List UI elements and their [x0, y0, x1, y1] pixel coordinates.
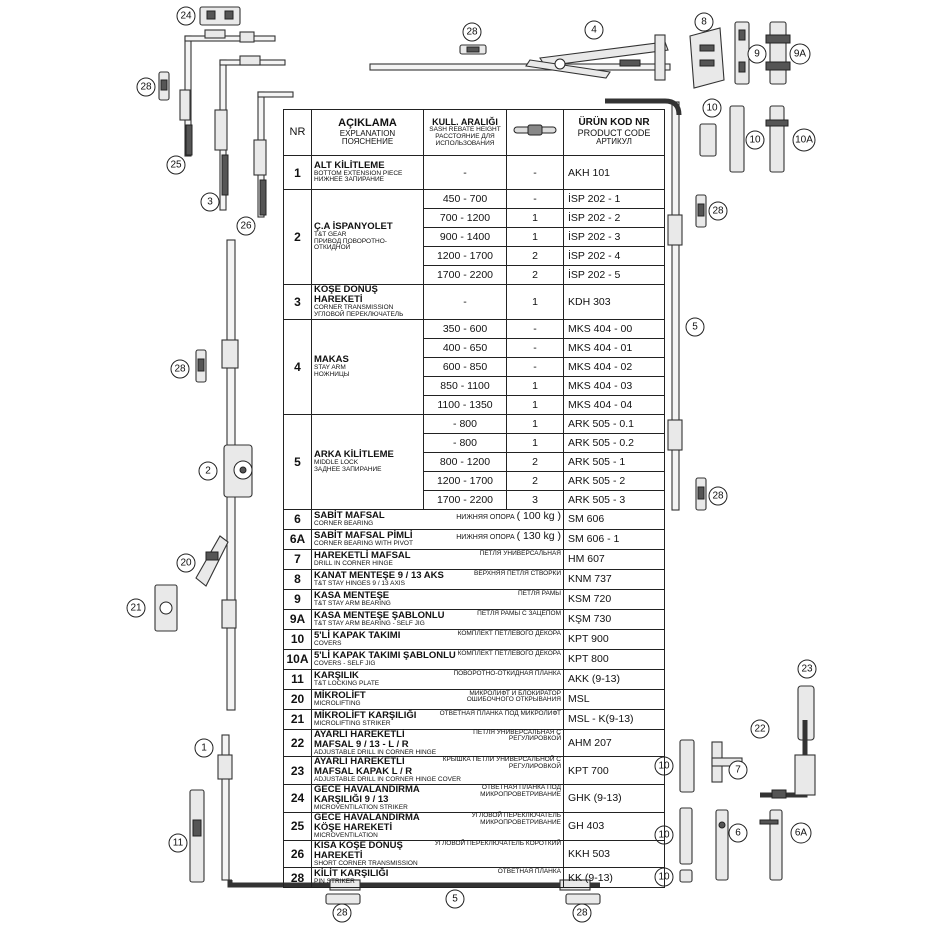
row-range: - 800 [424, 433, 507, 452]
row-description: KÖŞE DÖNÜŞ HAREKETİ CORNER TRANSMISSION УГЛОВОЙ ПЕРЕКЛЮЧАТЕЛЬ [312, 285, 424, 320]
callout-28-top-left [137, 78, 155, 96]
part-20-microlift [196, 536, 228, 586]
row-nr: 10A [284, 649, 312, 669]
row-product-code: KKH 503 [564, 840, 665, 868]
table-row [284, 569, 665, 589]
row-description: ВЕРХНЯЯ ПЕТЛЯ СТВОРКИ KANAT MENTEŞE 9 / 13 AKS T&T STAY HINGES 9 / 13 AXIS [312, 569, 564, 589]
svg-text:25: 25 [170, 159, 182, 171]
header-explanation: AÇIKLAMA EXPLANATION ПОЯСНЕНИЕ [312, 110, 424, 156]
callout-24 [177, 7, 195, 25]
header-nr: NR [284, 110, 312, 156]
row-product-code: KNM 737 [564, 569, 665, 589]
row-nr: 24 [284, 785, 312, 813]
row-nr: 11 [284, 669, 312, 689]
row-range: 1100 - 1350 [424, 395, 507, 414]
row-product-code: İSP 202 - 3 [564, 228, 665, 247]
table-row [284, 319, 665, 338]
row-product-code: MKS 404 - 01 [564, 338, 665, 357]
row-quantity: 1 [507, 228, 564, 247]
svg-text:20: 20 [180, 557, 192, 569]
row-product-code: KK (9-13) [564, 868, 665, 888]
handle-bar-icon [512, 123, 558, 137]
callout-20 [177, 554, 195, 572]
row-product-code: SM 606 [564, 509, 665, 529]
row-range: 850 - 1100 [424, 376, 507, 395]
row-quantity: - [507, 338, 564, 357]
row-product-code: KPT 900 [564, 629, 665, 649]
row-product-code: AKH 101 [564, 156, 665, 190]
row-nr: 9A [284, 609, 312, 629]
row-product-code: İSP 202 - 5 [564, 266, 665, 285]
row-product-code: MSL - K(9-13) [564, 709, 665, 729]
table-row [284, 156, 665, 190]
row-product-code: ARK 505 - 0.2 [564, 433, 665, 452]
part-10-cover-mid [680, 740, 694, 792]
row-product-code: KPT 700 [564, 757, 665, 785]
svg-text:10A: 10A [795, 134, 813, 146]
callout-4 [585, 21, 603, 39]
svg-text:11: 11 [172, 837, 184, 849]
part-10-cover-small [680, 870, 692, 882]
row-nr: 23 [284, 757, 312, 785]
row-russian: УГЛОВОЙ ПЕРЕКЛЮЧАТЕЛЬ МИКРОПРОВЕТРИВАНИЕ [471, 811, 561, 826]
table-header [284, 110, 665, 156]
table-row [284, 669, 665, 689]
svg-text:23: 23 [801, 663, 813, 675]
svg-text:1: 1 [201, 742, 207, 754]
callout-28-bottom-1 [333, 904, 351, 922]
callout-10a [793, 129, 815, 151]
part-3-corner-transmission [215, 56, 285, 210]
table-row [284, 840, 665, 868]
row-description: ПОВОРОТНО-ОТКИДНАЯ ПЛАНКА KARŞILIK T&T LOCKING PLATE [312, 669, 564, 689]
callout-26 [237, 217, 255, 235]
part-28-right-striker-1 [696, 195, 706, 227]
row-quantity: - [507, 319, 564, 338]
row-load: НИЖНЯЯ ОПОРА ( 130 kg ) [456, 529, 561, 542]
part-10-cover-bottom [680, 808, 692, 864]
row-product-code: MKS 404 - 02 [564, 357, 665, 376]
part-28-left-striker [196, 350, 206, 382]
part-28-bottom-striker-2 [566, 894, 600, 904]
row-russian: КОМПЛЕКТ ПЕТЛЕВОГО ДЕКОРА [457, 629, 561, 637]
row-russian: ПЕТЛЯ УНИВЕРСАЛЬНАЯ [479, 549, 561, 557]
row-quantity: 1 [507, 209, 564, 228]
row-range: - 800 [424, 414, 507, 433]
row-product-code: MKS 404 - 03 [564, 376, 665, 395]
row-product-code: KSM 720 [564, 589, 665, 609]
row-russian: ОТВЕТНАЯ ПЛАНКА ПОД МИКРОПРОВЕТРИВАНИЕ [480, 784, 561, 798]
row-product-code: ARK 505 - 3 [564, 490, 665, 509]
row-quantity: 1 [507, 395, 564, 414]
row-product-code: İSP 202 - 4 [564, 247, 665, 266]
header-part-icon [507, 110, 564, 156]
row-quantity: - [507, 190, 564, 209]
svg-text:28: 28 [466, 26, 478, 38]
row-nr: 9 [284, 589, 312, 609]
svg-text:26: 26 [240, 220, 252, 232]
row-product-code: HM 607 [564, 549, 665, 569]
callout-11 [169, 834, 187, 852]
row-quantity: 2 [507, 247, 564, 266]
table-row [284, 589, 665, 609]
callout-9a [790, 44, 810, 64]
row-quantity: - [507, 357, 564, 376]
header-code: ÜRÜN KOD NR PRODUCT CODE АРТИКУЛ [564, 110, 665, 156]
header-range: KULL. ARALIĞI SASH REBATE HEIGHT РАССТОЯНИЕ ДЛЯ ИСПОЛЬЗОВАНИЯ [424, 110, 507, 156]
row-description: ОТВЕТНАЯ ПЛАНКА KİLİT KARŞILIĞI PIN STRIKER [312, 868, 564, 888]
row-russian: ПЕТЛЯ РАМЫ [517, 589, 561, 597]
svg-text:2: 2 [205, 465, 211, 477]
row-quantity: 2 [507, 471, 564, 490]
part-10-cover-top-2 [730, 106, 744, 172]
row-russian: ВЕРХНЯЯ ПЕТЛЯ СТВОРКИ [474, 569, 561, 577]
row-product-code: GH 403 [564, 812, 665, 840]
row-range: 900 - 1400 [424, 228, 507, 247]
row-description: MAKAS STAY ARM НОЖНИЦЫ [312, 319, 424, 414]
svg-text:10: 10 [658, 760, 670, 772]
svg-text:28: 28 [140, 81, 152, 93]
row-russian: ПОВОРОТНО-ОТКИДНАЯ ПЛАНКА [453, 669, 561, 677]
part-1-bottom-extension [218, 735, 232, 880]
part-28-right-striker-2 [696, 478, 706, 510]
callout-10-top [703, 99, 721, 117]
row-range: 700 - 1200 [424, 209, 507, 228]
part-4-stay-arm [370, 35, 670, 80]
part-9-frame-hinge [735, 22, 749, 84]
svg-text:28: 28 [576, 907, 588, 919]
row-russian: МИКРОЛИФТ И БЛОКИРАТОР ОШИБОЧНОГО ОТКРЫВАНИЯ [466, 689, 561, 704]
row-range: 1700 - 2200 [424, 490, 507, 509]
row-quantity: 1 [507, 376, 564, 395]
row-description: ALT KİLİTLEME BOTTOM EXTENSION PIECE НИЖНЕЕ ЗАПИРАНИЕ [312, 156, 424, 190]
svg-text:5: 5 [452, 893, 458, 905]
svg-text:8: 8 [701, 16, 707, 28]
callout-28-bottom-2 [573, 904, 591, 922]
row-nr: 3 [284, 285, 312, 320]
row-nr: 6 [284, 509, 312, 529]
row-product-code: İSP 202 - 1 [564, 190, 665, 209]
part-6-corner-bearing [716, 810, 728, 880]
row-range: 600 - 850 [424, 357, 507, 376]
svg-text:28: 28 [336, 907, 348, 919]
row-russian: КОМПЛЕКТ ПЕТЛЕВОГО ДЕКОРА [457, 649, 561, 657]
row-product-code: ARK 505 - 1 [564, 452, 665, 471]
svg-text:9A: 9A [793, 48, 807, 60]
row-product-code: GHK (9-13) [564, 785, 665, 813]
row-range: 800 - 1200 [424, 452, 507, 471]
svg-text:28: 28 [712, 490, 724, 502]
table-row [284, 757, 665, 785]
row-description: КОМПЛЕКТ ПЕТЛЕВОГО ДЕКОРА 5'Lİ KAPAK TAKIMI COVERS [312, 629, 564, 649]
row-quantity: 1 [507, 414, 564, 433]
row-product-code: ARK 505 - 2 [564, 471, 665, 490]
svg-text:28: 28 [174, 363, 186, 375]
table-row [284, 785, 665, 813]
svg-text:6: 6 [735, 827, 741, 839]
row-product-code: KPT 800 [564, 649, 665, 669]
row-product-code: MKS 404 - 00 [564, 319, 665, 338]
row-nr: 5 [284, 414, 312, 509]
svg-text:21: 21 [130, 602, 142, 614]
row-nr: 1 [284, 156, 312, 190]
callout-5-right [686, 318, 704, 336]
callout-2 [199, 462, 217, 480]
callout-25 [167, 156, 185, 174]
part-8-stay-hinge [690, 28, 724, 88]
svg-text:3: 3 [207, 196, 213, 208]
row-nr: 4 [284, 319, 312, 414]
part-11-locking-plate [190, 790, 204, 882]
row-description: ПЕТЛЯ РАМЫ С ЗАЦЕПОМ KASA MENTEŞE ŞABLONLU T&T STAY ARM BEARING - SELF JIG [312, 609, 564, 629]
part-9a-frame-hinge-jig [766, 22, 790, 84]
svg-text:10: 10 [658, 829, 670, 841]
row-description: МИКРОЛИФТ И БЛОКИРАТОР ОШИБОЧНОГО ОТКРЫВАНИЯ MİKROLİFT MICROLIFTING [312, 689, 564, 709]
callout-10-top-2 [746, 131, 764, 149]
row-quantity: 2 [507, 266, 564, 285]
row-description: Ç.A İSPANYOLET T&T GEAR ПРИВОД ПОВОРОТНО-ОТКИДНОЙ [312, 190, 424, 285]
part-6a-corner-bearing-pivot [760, 810, 782, 880]
table-row [284, 509, 665, 529]
svg-text:10: 10 [658, 871, 670, 883]
row-description: КРЫШКА ПЕТЛИ УНИВЕРСАЛЬНОЙ С РЕГУЛИРОВКОЙ AYARLI HAREKETLİ MAFSAL KAPAK L / R ADJUSTABLE DRILL IN CORNER HINGE COVER [312, 757, 564, 785]
row-russian: ОТВЕТНАЯ ПЛАНКА ПОД МИКРОЛИФТ [439, 709, 561, 717]
row-range: 450 - 700 [424, 190, 507, 209]
row-description: КОМПЛЕКТ ПЕТЛЕВОГО ДЕКОРА 5'Lİ KAPAK TAKIMI ŞABLONLU COVERS - SELF JIG [312, 649, 564, 669]
svg-text:24: 24 [180, 10, 192, 22]
row-nr: 20 [284, 689, 312, 709]
callout-22 [751, 720, 769, 738]
svg-text:10: 10 [706, 102, 718, 114]
table-row [284, 729, 665, 757]
table-row [284, 609, 665, 629]
part-21-microlift-striker [155, 585, 177, 631]
row-nr: 8 [284, 569, 312, 589]
row-description: ARKA KİLİTLEME MIDDLE LOCK ЗАДНЕЕ ЗАПИРАНИЕ [312, 414, 424, 509]
callout-23 [798, 660, 816, 678]
row-russian: УГЛОВОЙ ПЕРЕКЛЮЧАТЕЛЬ КОРОТКИЙ [434, 839, 561, 847]
table-row [284, 868, 665, 888]
part-10a-cover-jig [766, 106, 788, 172]
row-description: ОТВЕТНАЯ ПЛАНКА ПОД МИКРОЛИФТ MİKROLİFT KARŞILIĞI MICROLIFTING STRIKER [312, 709, 564, 729]
part-28-pin-striker-top [460, 45, 486, 54]
callout-21 [127, 599, 145, 617]
row-product-code: KŞM 730 [564, 609, 665, 629]
row-load: НИЖНЯЯ ОПОРА ( 100 kg ) [456, 509, 561, 522]
part-28-bottom-striker-1 [326, 894, 360, 904]
row-nr: 26 [284, 840, 312, 868]
row-product-code: AKK (9-13) [564, 669, 665, 689]
row-nr: 25 [284, 812, 312, 840]
table-row [284, 549, 665, 569]
svg-text:9: 9 [754, 48, 760, 60]
row-description: УГЛОВОЙ ПЕРЕКЛЮЧАТЕЛЬ МИКРОПРОВЕТРИВАНИЕ GECE HAVALANDIRMA KÖŞE HAREKETİ MICROVENTILATION [312, 812, 564, 840]
row-nr: 7 [284, 549, 312, 569]
row-nr: 2 [284, 190, 312, 285]
row-range: 1200 - 1700 [424, 471, 507, 490]
row-product-code: MSL [564, 689, 665, 709]
row-range: - [424, 156, 507, 190]
part-10-cover-top [700, 124, 716, 156]
row-description: УГЛОВОЙ ПЕРЕКЛЮЧАТЕЛЬ КОРОТКИЙ KISA KÖŞE DÖNÜŞ HAREKETİ SHORT CORNER TRANSMISSION [312, 840, 564, 868]
row-russian: КРЫШКА ПЕТЛИ УНИВЕРСАЛЬНОЙ С РЕГУЛИРОВКОЙ [442, 756, 561, 771]
row-nr: 21 [284, 709, 312, 729]
svg-text:28: 28 [712, 205, 724, 217]
row-quantity: 1 [507, 433, 564, 452]
row-russian: ПЕТЛЯ УНИВЕРСАЛЬНАЯ С РЕГУЛИРОВКОЙ [473, 728, 561, 743]
row-product-code: AHM 207 [564, 729, 665, 757]
row-range: 400 - 650 [424, 338, 507, 357]
table-row [284, 285, 665, 320]
part-24-microventilation-striker [200, 7, 240, 25]
callout-8 [695, 13, 713, 31]
callout-3 [201, 193, 219, 211]
table-row [284, 414, 665, 433]
row-product-code: ARK 505 - 0.1 [564, 414, 665, 433]
callout-5-bottom [446, 890, 464, 908]
row-russian: ОТВЕТНАЯ ПЛАНКА [497, 868, 561, 876]
part-2-tt-gear [222, 240, 252, 710]
table-row [284, 689, 665, 709]
row-product-code: MKS 404 - 04 [564, 395, 665, 414]
callout-7 [729, 761, 747, 779]
callout-6 [729, 824, 747, 842]
callout-28-top [463, 23, 481, 41]
row-product-code: KDH 303 [564, 285, 665, 320]
table-row [284, 629, 665, 649]
table-row [284, 812, 665, 840]
callout-28-right-1 [709, 202, 727, 220]
row-range: 350 - 600 [424, 319, 507, 338]
row-nr: 10 [284, 629, 312, 649]
svg-text:6A: 6A [794, 827, 808, 839]
row-range: - [424, 285, 507, 320]
row-nr: 22 [284, 729, 312, 757]
table-row [284, 649, 665, 669]
row-nr: 28 [284, 868, 312, 888]
row-product-code: İSP 202 - 2 [564, 209, 665, 228]
row-quantity: - [507, 156, 564, 190]
row-quantity: 2 [507, 452, 564, 471]
row-description: ПЕТЛЯ УНИВЕРСАЛЬНАЯ HAREKETLİ MAFSAL DRILL IN CORNER HINGE [312, 549, 564, 569]
callout-1 [195, 739, 213, 757]
row-description: ОТВЕТНАЯ ПЛАНКА ПОД МИКРОПРОВЕТРИВАНИЕ GECE HAVALANDIRMA KARŞILIĞI 9 / 13 MICROVENTILATION STRIKER [312, 785, 564, 813]
part-28-pin-striker [159, 72, 169, 100]
callout-28-right-2 [709, 487, 727, 505]
table-row [284, 190, 665, 209]
row-description: НИЖНЯЯ ОПОРА ( 130 kg ) SABİT MAFSAL PİMLİ CORNER BEARING WITH PIVOT [312, 529, 564, 549]
row-russian: ПЕТЛЯ РАМЫ С ЗАЦЕПОМ [477, 609, 561, 617]
row-description: ПЕТЛЯ РАМЫ KASA MENTEŞE T&T STAY ARM BEARING [312, 589, 564, 609]
svg-text:10: 10 [749, 134, 761, 146]
table-row [284, 529, 665, 549]
row-product-code: SM 606 - 1 [564, 529, 665, 549]
svg-text:5: 5 [692, 321, 698, 333]
callout-9 [748, 45, 766, 63]
svg-text:7: 7 [735, 764, 741, 776]
svg-text:4: 4 [591, 24, 597, 36]
row-quantity: 3 [507, 490, 564, 509]
row-quantity: 1 [507, 285, 564, 320]
row-range: 1200 - 1700 [424, 247, 507, 266]
parts-table [283, 109, 665, 888]
callout-28-left [171, 360, 189, 378]
row-nr: 6A [284, 529, 312, 549]
svg-text:22: 22 [754, 723, 766, 735]
callout-6a [791, 823, 811, 843]
row-description: НИЖНЯЯ ОПОРА ( 100 kg ) SABİT MAFSAL CORNER BEARING [312, 509, 564, 529]
row-description: ПЕТЛЯ УНИВЕРСАЛЬНАЯ С РЕГУЛИРОВКОЙ AYARLI HAREKETLİ MAFSAL 9 / 13 - L / R ADJUSTABLE DRILL IN CORNER HINGE [312, 729, 564, 757]
table-row [284, 709, 665, 729]
row-range: 1700 - 2200 [424, 266, 507, 285]
